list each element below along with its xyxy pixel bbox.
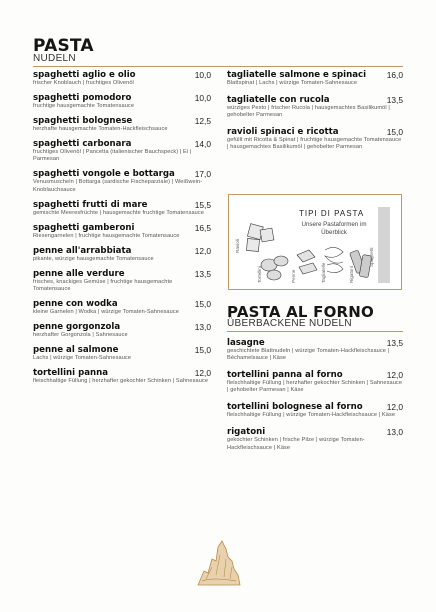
menu-item: [227, 370, 403, 394]
menu-item-description: Lachs | würzige Tomaten-Sahnesauce: [33, 355, 132, 362]
menu-item-name: tagliatelle con rucola: [227, 95, 330, 106]
menu-item-name: tortellini bolognese al forno: [227, 402, 363, 413]
menu-item-price: 15,0: [194, 345, 211, 356]
menu-item: [227, 338, 403, 362]
forno-subtitle: ÜBERBACKENE NUDELN: [227, 318, 403, 332]
menu-item-description: fleischhaltige Füllung | würzige Tomaten-Hackfleischsauce | Käse: [227, 412, 396, 419]
menu-item-name: ravioli spinaci e ricotta: [227, 127, 339, 138]
pasta-types-box: [228, 194, 402, 290]
menu-item: [33, 246, 211, 263]
menu-item-price: 12,0: [386, 402, 403, 413]
menu-item-description: gemischte Meeresfrüchte | hausgemachte fruchtige Tomatensauce: [33, 209, 204, 216]
menu-item-name: penne con wodka: [33, 299, 118, 310]
menu-item-price: 17,0: [194, 169, 211, 180]
menu-item: [33, 116, 211, 133]
menu-item-price: 13,5: [194, 268, 211, 279]
menu-item-name: spaghetti pomodoro: [33, 93, 132, 104]
menu-item-description: pikante, würzige hausgemachte Tomatensauce: [33, 255, 154, 262]
menu-item-description: gekochter Schinken | frische Pilze | würzige Tomaten-Hackfleischsauce | Käse: [227, 437, 365, 451]
menu-item-name: lasagne: [227, 338, 265, 348]
menu-item-description: Blattspinat | Lachs | würzige Tomaten-Sahnesauce: [227, 80, 358, 86]
menu-item: [33, 299, 211, 316]
pasta-title: PASTA: [33, 36, 94, 56]
menu-item: [33, 70, 211, 87]
menu-item-price: 16,5: [194, 222, 211, 233]
info-box-title: TIPI DI PASTA: [299, 209, 365, 218]
label-tortellini: Tortellini: [257, 266, 262, 283]
menu-item-name: spaghetti frutti di mare: [33, 199, 148, 210]
menu-item-name: spaghetti vongole e bottarga: [33, 169, 175, 180]
menu-item-price: 14,0: [194, 139, 211, 150]
menu-item-price: 13,0: [194, 322, 211, 333]
label-penne: Penne: [291, 269, 296, 283]
menu-item-name: penne al salmone: [33, 345, 119, 356]
menu-item: [33, 93, 211, 110]
menu-item-name: penne gorgonzola: [33, 322, 121, 333]
menu-item-price: 10,0: [194, 93, 211, 104]
menu-item-description: herzhafte hausgemachte Tomaten-Hackfleischsauce: [33, 126, 168, 133]
menu-item-name: spaghetti aglio e olio: [33, 70, 136, 80]
menu-item-description: Riesengarnelen | fruchtige hausgemachte Tomatensauce: [33, 232, 180, 239]
menu-item-price: 13,0: [386, 427, 403, 438]
menu-item-price: 16,0: [386, 70, 403, 80]
menu-item-price: 13,5: [386, 95, 403, 106]
menu-item-price: 10,0: [194, 70, 211, 80]
menu-item-price: 15,0: [386, 127, 403, 138]
label-ravioli: Ravioli: [235, 239, 240, 253]
menu-item: [33, 269, 211, 293]
menu-item: [33, 345, 211, 362]
forno-title: PASTA AL FORNO: [227, 303, 374, 321]
menu-item-name: penne all'arrabbiata: [33, 245, 132, 256]
label-spaghetti: Spaghetti: [369, 247, 374, 267]
menu-item-name: penne alle verdure: [33, 268, 125, 279]
forno-list: [227, 338, 403, 460]
pasta-list-left: [33, 70, 211, 392]
menu-item-description: fruchtige hausgemachte Tomatensauce: [33, 103, 135, 110]
menu-item-description: frisches, knackiges Gemüse | fruchtige hausgemachte Tomatensauce: [33, 278, 173, 293]
menu-item: [33, 139, 211, 163]
menu-item: [33, 169, 211, 193]
menu-item-name: tagliatelle salmone e spinaci: [227, 70, 367, 80]
menu-item-name: tortellini panna al forno: [227, 370, 343, 381]
info-box-text: Unsere Pastaformen im Überblick: [301, 221, 367, 236]
menu-item-description: geschichtete Blattnudeln | würzige Tomaten-Hackfleischsauce | Béchamelsauce | Käse: [227, 348, 390, 362]
menu-item-price: 12,0: [194, 245, 211, 256]
menu-item-price: 15,0: [194, 299, 211, 310]
pasta-subtitle: NUDELN: [33, 53, 403, 67]
menu-item: [227, 70, 403, 87]
menu-item-name: rigatoni: [227, 427, 266, 438]
menu-item-description: herzhafter Gorgonzola | Sahnesauce: [33, 332, 128, 339]
menu-item-name: spaghetti carbonara: [33, 139, 132, 150]
menu-item-price: 12,5: [194, 116, 211, 127]
menu-item: [227, 95, 403, 119]
menu-item: [33, 368, 211, 385]
menu-item-price: 13,5: [386, 338, 403, 348]
menu-item-description: Venusmuscheln | Bottarga (sardische Fischeparziale) | Weißwein-Knoblauchsauce: [33, 179, 203, 193]
menu-item-description: gefüllt mit Ricotta & Spinat | fruchtige hausgemachte Tomatensauce | hausgemachtes Basilikumöl | gehobelter Parmesan: [227, 137, 402, 151]
menu-item: [33, 200, 211, 217]
label-tagliatelle: Tagliatelle: [321, 262, 326, 283]
menu-item-description: fruchtiges Olivenöl | Pancetta (italienischer Bauchspeck) | Ei | Parmesan: [33, 149, 192, 163]
menu-item-name: spaghetti bolognese: [33, 116, 133, 127]
menu-item-name: spaghetti gamberoni: [33, 222, 135, 233]
menu-item: [33, 223, 211, 240]
menu-item: [33, 322, 211, 339]
menu-item: [227, 127, 403, 151]
menu-item: [227, 427, 403, 451]
menu-item-price: 15,5: [194, 199, 211, 210]
label-rigatoni: Rigatoni: [349, 266, 354, 283]
pasta-list-right: [227, 70, 403, 159]
menu-item: [227, 402, 403, 419]
menu-item-price: 12,0: [386, 370, 403, 381]
menu-item-price: 12,0: [194, 368, 211, 379]
menu-item-description: kleine Garnelen | Wodka | würzige Tomaten-Sahnesauce: [33, 309, 179, 316]
mountain-illustration: [196, 535, 242, 587]
menu-item-description: frischer Knoblauch | fruchtiges Olivenöl: [33, 80, 134, 86]
menu-item-description: fleischhaltige Füllung | herzhafter gekochter Schinken | Sahnesauce: [33, 378, 209, 385]
menu-item-description: fleischhaltige Füllung | herzhafter gekochter Schinken | Sahnesauce | gehobelter Parmesan | Käse: [227, 380, 403, 394]
menu-item-description: würziges Pesto | frischer Rucola | hausgemachtes Basilikumöl | gehobelter Parmesan: [227, 105, 390, 119]
menu-item-name: tortellini panna: [33, 368, 109, 379]
